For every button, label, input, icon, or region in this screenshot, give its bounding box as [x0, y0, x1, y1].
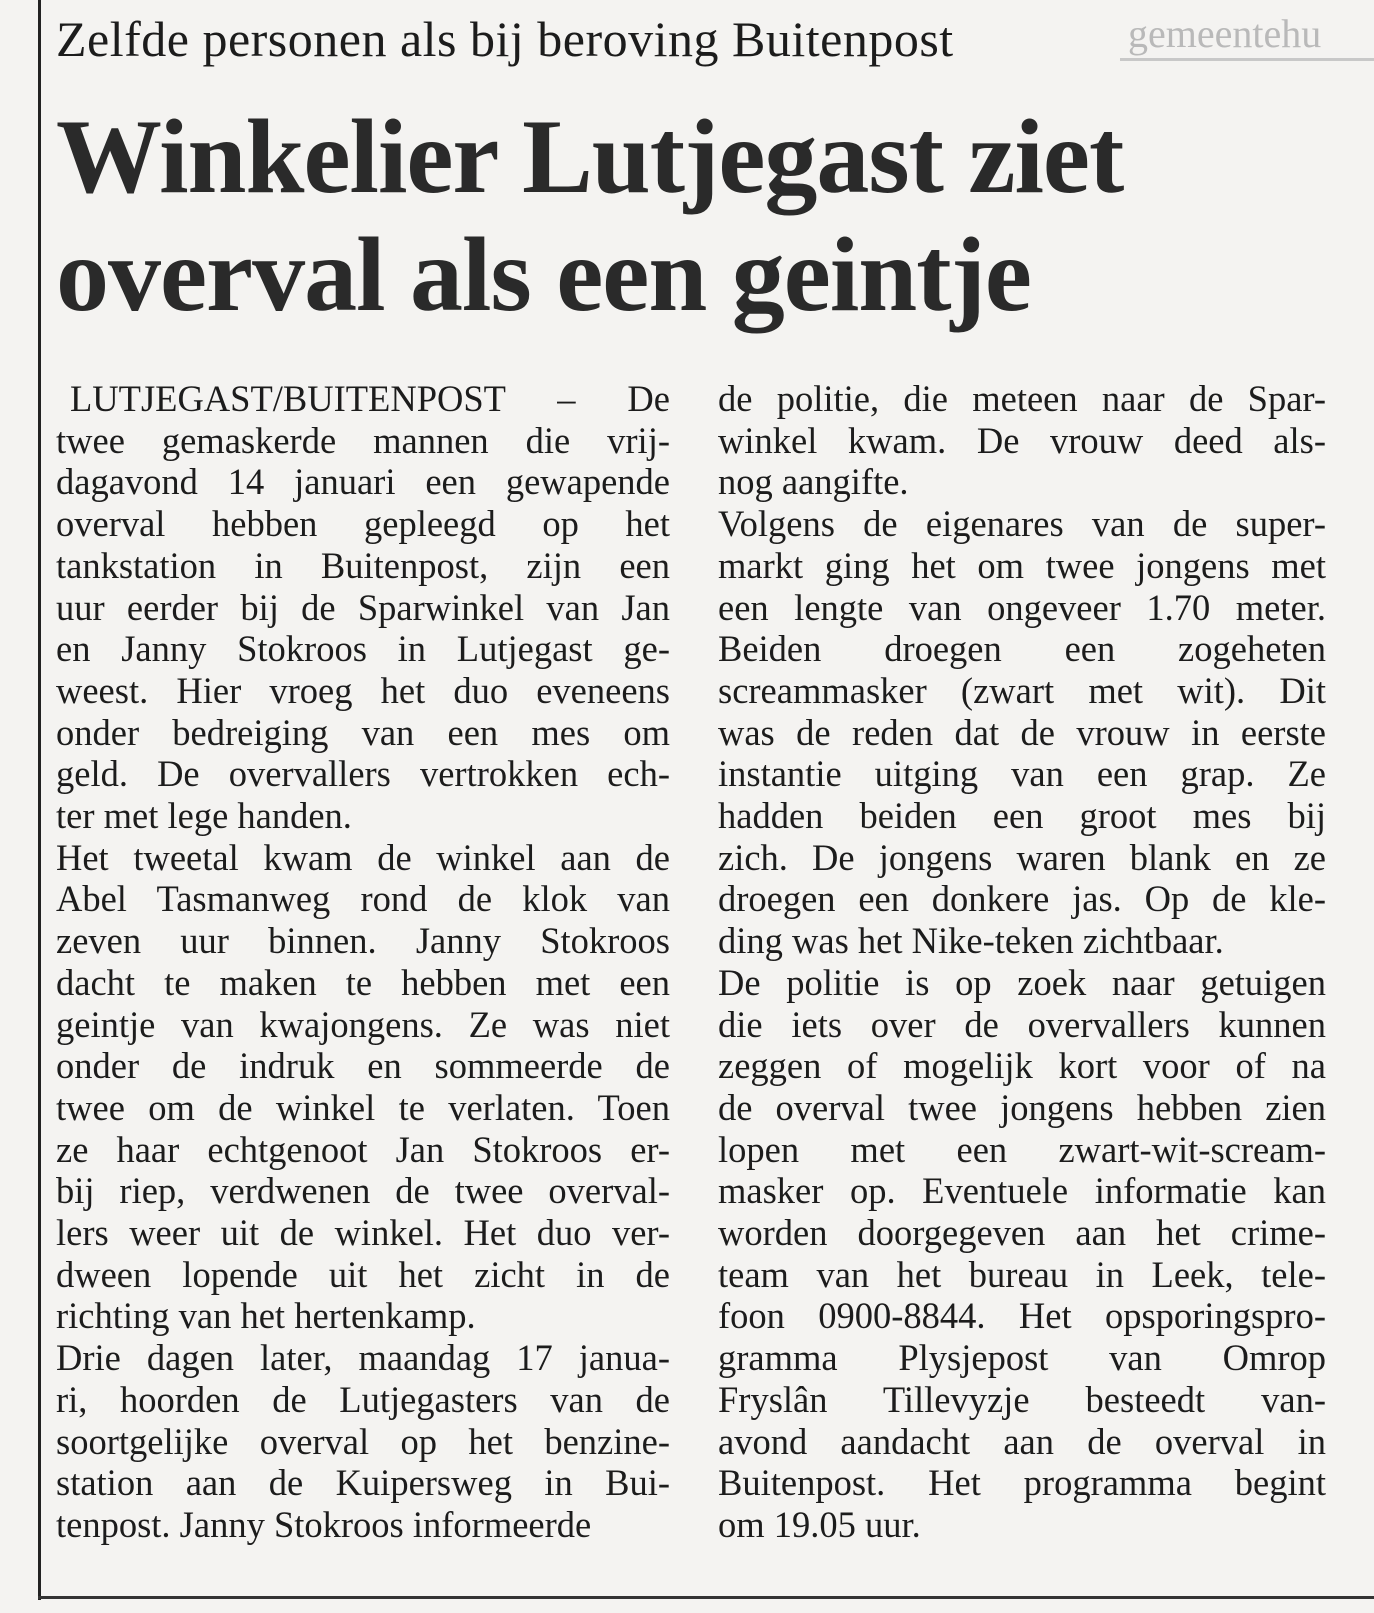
clipping-bottom-edge [38, 1596, 1374, 1599]
article-text-line: weest. Hier vroeg het duo eveneens [56, 669, 670, 711]
article-text-line: overval hebben gepleegd op het [56, 503, 670, 545]
article-text-line: twee om de winkel te verlaten. Toen [56, 1086, 670, 1128]
article-text-line: ri, hoorden de Lutjegasters van de [56, 1378, 670, 1420]
article-text-line: twee gemaskerde mannen die vrij- [56, 419, 670, 461]
article-text-line: avond aandacht aan de overval in [718, 1420, 1326, 1462]
article-text-line: droegen een donkere jas. Op de kle- [718, 878, 1326, 920]
article-column-right [718, 378, 1326, 1546]
article-text-line: onder bedreiging van een mes om [56, 711, 670, 753]
article-text-line: Buitenpost. Het programma begint [718, 1462, 1326, 1504]
article-text-line: die iets over de overvallers kunnen [718, 1003, 1326, 1045]
article-text-line: team van het bureau in Leek, tele- [718, 1253, 1326, 1295]
article-text-line: ze haar echtgenoot Jan Stokroos er- [56, 1128, 670, 1170]
article-text-line: bij riep, verdwenen de twee overval- [56, 1170, 670, 1212]
article-text-line: de overval twee jongens hebben zien [718, 1086, 1326, 1128]
article-text-line: geintje van kwajongens. Ze was niet [56, 1003, 670, 1045]
article-text-line: lopen met een zwart-wit-scream- [718, 1128, 1326, 1170]
article-text-line: geld. De overvallers vertrokken ech- [56, 753, 670, 795]
article-text-line: screammasker (zwart met wit). Dit [718, 669, 1326, 711]
article-text-line: lers weer uit de winkel. Het duo ver- [56, 1212, 670, 1254]
article-text-line: onder de indruk en sommeerde de [56, 1045, 670, 1087]
headline-line: overval als een geintje [56, 216, 1031, 333]
adjacent-article-fragment [1120, 10, 1374, 62]
article-headline [56, 98, 1356, 334]
article-text-line: worden doorgegeven aan het crime- [718, 1212, 1326, 1254]
adjacent-article-text: gemeentehu [1128, 11, 1322, 56]
article-text-line: Fryslân Tillevyzje besteedt van- [718, 1378, 1326, 1420]
article-text-line: Drie dagen later, maandag 17 janua- [56, 1337, 670, 1379]
article-text-line: en Janny Stokroos in Lutjegast ge- [56, 628, 670, 670]
article-text-line: masker op. Eventuele informatie kan [718, 1170, 1326, 1212]
article-text-line: LUTJEGAST/BUITENPOST – De [70, 378, 670, 419]
article-text-line: winkel kwam. De vrouw deed als- [718, 419, 1326, 461]
article-text-line: Beiden droegen een zogeheten [718, 628, 1326, 670]
article-text-line: station aan de Kuipersweg in Bui- [56, 1462, 670, 1504]
clipping-left-edge [38, 0, 41, 1600]
article-text-line: dagavond 14 januari een gewapende [56, 461, 670, 503]
article-text-line: foon 0900-8844. Het opsporingspro- [718, 1295, 1326, 1337]
article-text-line: ding was het Nike-teken zichtbaar. [718, 920, 1224, 962]
article-text-line: nog aangifte. [718, 461, 909, 503]
article-text-line: zeggen of mogelijk kort voor of na [718, 1045, 1326, 1087]
article-text-line: ter met lege handen. [56, 795, 352, 837]
article-text-line: zich. De jongens waren blank en ze [718, 836, 1326, 878]
article-text-line: een lengte van ongeveer 1.70 meter. [718, 586, 1326, 628]
article-text-line: De politie is op zoek naar getuigen [718, 961, 1326, 1003]
article-text-line: gramma Plysjepost van Omrop [718, 1337, 1326, 1379]
article-text-line: Het tweetal kwam de winkel aan de [56, 836, 670, 878]
article-text-line: om 19.05 uur. [718, 1503, 921, 1545]
article-text-line: instantie uitging van een grap. Ze [718, 753, 1326, 795]
headline-line: Winkelier Lutjegast ziet [56, 98, 1124, 215]
article-text-line: was de reden dat de vrouw in eerste [718, 711, 1326, 753]
article-text-line: zeven uur binnen. Janny Stokroos [56, 920, 670, 962]
article-text-line: hadden beiden een groot mes bij [718, 795, 1326, 837]
article-text-line: Volgens de eigenares van de super- [718, 503, 1326, 545]
article-text-line: richting van het hertenkamp. [56, 1295, 476, 1337]
article-text-line: soortgelijke overval op het benzine- [56, 1420, 670, 1462]
article-kicker: Zelfde personen als bij beroving Buitenpost [56, 11, 954, 67]
article-text-line: de politie, die meteen naar de Spar- [718, 378, 1326, 419]
article-text-line: tenpost. Janny Stokroos informeerde [56, 1503, 592, 1545]
article-text-line: uur eerder bij de Sparwinkel van Jan [56, 586, 670, 628]
adjacent-article-rule [1120, 58, 1374, 61]
article-text-line: tankstation in Buitenpost, zijn een [56, 544, 670, 586]
article-text-line: Abel Tasmanweg rond de klok van [56, 878, 670, 920]
article-text-line: dween lopende uit het zicht in de [56, 1253, 670, 1295]
article-text-line: markt ging het om twee jongens met [718, 544, 1326, 586]
article-text-line: dacht te maken te hebben met een [56, 961, 670, 1003]
article-column-left [56, 378, 670, 1546]
